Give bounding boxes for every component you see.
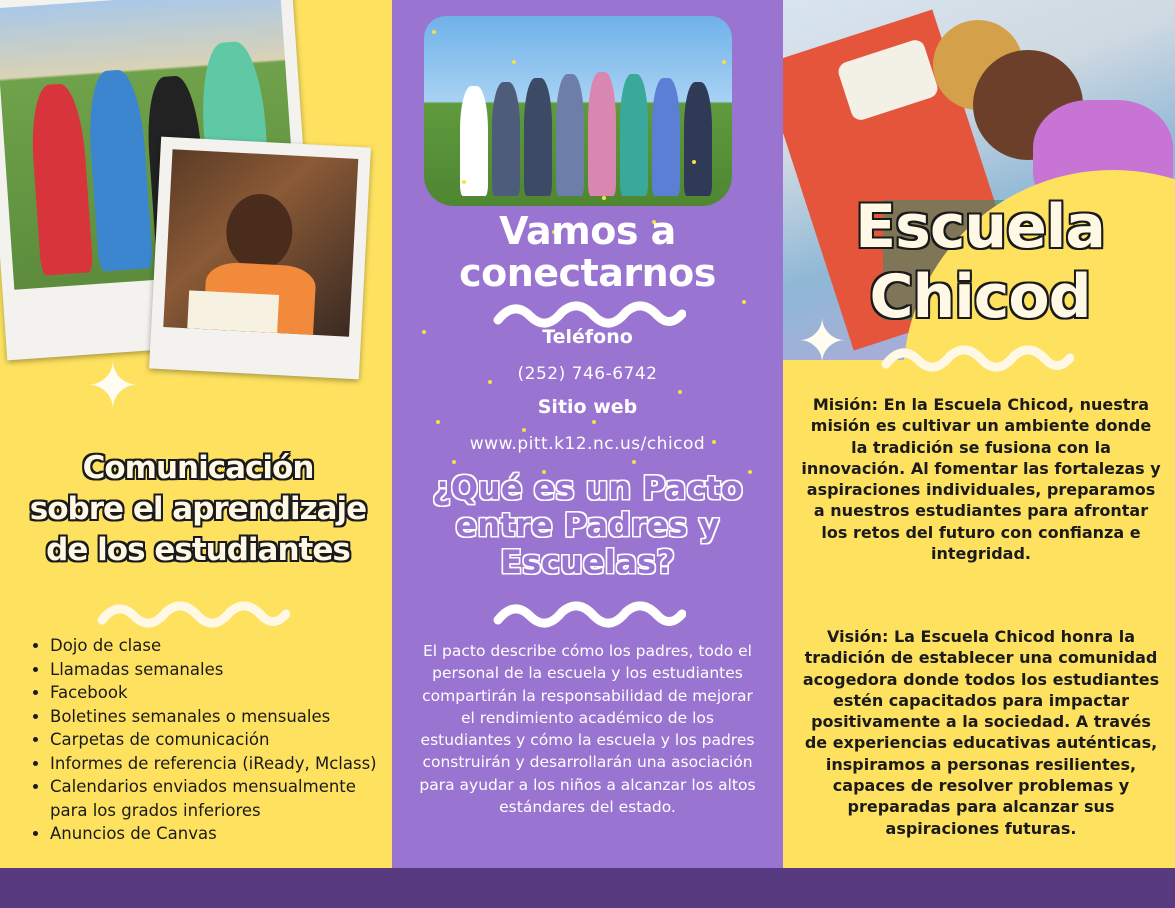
connect-title [392,210,783,294]
phone-label: Teléfono [542,326,633,348]
compact-question-title: ¿Qué es un Pacto entre Padres y Escuelas? [432,469,743,581]
vision-statement: Visión: La Escuela Chicod honra la tradición de establecer una comunidad acogedora donde todos los estudiantes estén capacitados para impactar positivamente a la sociedad. A través de experiencias educativas auténticas, inspiramos a personas resilientes, capaces de resolver problemas y preparadas para alcanzar sus aspiraciones futuras. [802,627,1160,838]
list-item: • Anuncios de Canvas [50,822,392,846]
school-name-title [790,192,1170,332]
list-item: • Carpetas de comunicación [50,728,392,752]
left-panel [0,0,392,868]
phone-number[interactable]: (252) 746-6742 [517,364,658,384]
mission-statement: Misión: En la Escuela Chicod, nuestra misión es cultivar un ambiente donde la tradición se fusiona con la innovación. Al fomentar las fortalezas y aspiraciones individuales, preparamos a nuestros estudiantes para afrontar los retos del futuro con confianza e integridad. [801,395,1161,564]
website-link[interactable]: www.pitt.k12.nc.us/chicod [469,434,706,454]
website-label: Sitio web [537,396,638,418]
list-item: • Dojo de clase [50,634,392,658]
photo-girl [163,149,358,336]
list-item: • Informes de referencia (iReady, Mclass) [50,752,392,776]
list-item: • Llamadas semanales [50,658,392,682]
list-item: • Boletines semanales o mensuales [50,705,392,729]
communication-list [30,634,392,846]
left-panel-title [6,448,390,571]
photo-frame-girl [149,137,371,380]
title-line: sobre el aprendizaje [29,491,367,527]
wave-divider-icon [96,596,290,628]
title-line: de los estudiantes [46,532,350,568]
title-line: Comunicación [82,450,314,486]
title-line: conectarnos [459,251,716,295]
list-item: • Calendarios enviados mensualmente para los grados inferiores [50,775,392,822]
wave-divider-icon [880,340,1074,372]
sparkle-icon: ✦ [797,307,848,377]
title-line: Chicod [869,262,1091,332]
photo-team [424,16,732,206]
wave-divider-icon [492,296,686,328]
sparkle-icon: ✦ [86,350,140,424]
title-line: Escuela [855,192,1105,262]
list-item: • Facebook [50,681,392,705]
compact-description: El pacto describe cómo los padres, todo el personal de la escuela y los estudiantes compartirán la responsabilidad de mejorar el rendimiento académico de los estudiantes y cómo la escuela y los padres construirán y desarrollarán una asociación para ayudar a los niños a alcanzar los altos estándares del estado. [419,642,756,817]
middle-panel [392,0,783,868]
wave-divider-icon [492,596,686,628]
bottom-bar [0,868,1175,908]
title-line: Vamos a [499,209,676,253]
